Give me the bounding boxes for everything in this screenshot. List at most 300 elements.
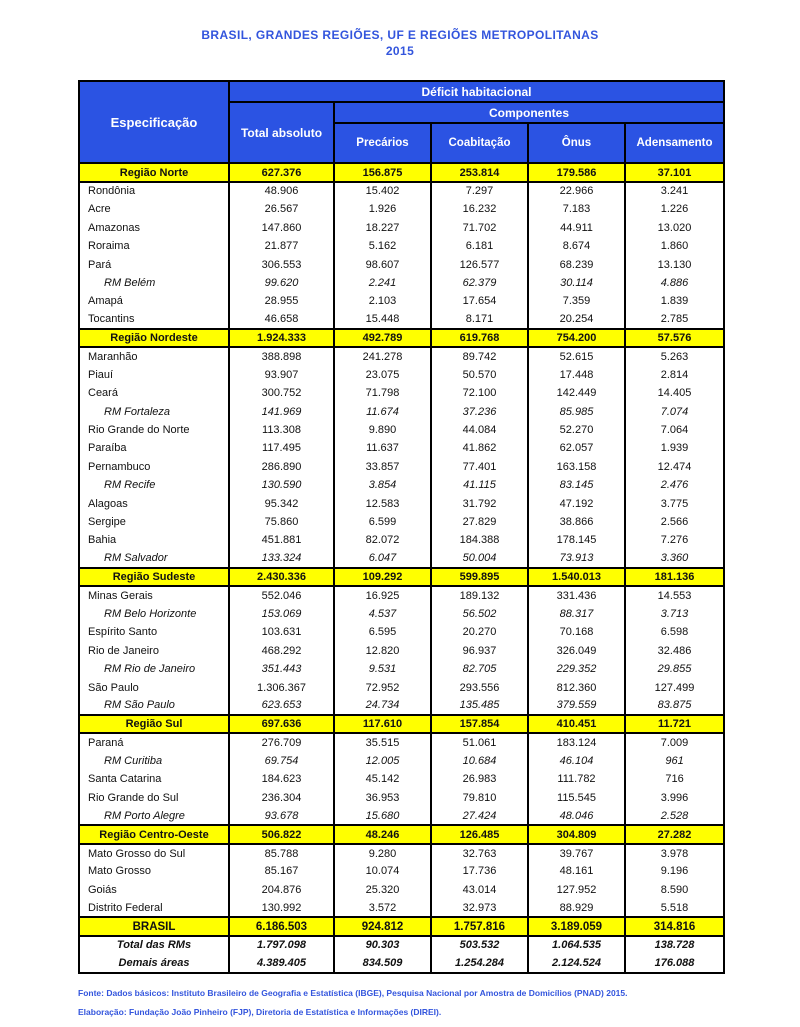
cell-value: 7.297 (431, 182, 528, 200)
table-row (79, 439, 724, 457)
cell-value: 8.674 (528, 237, 625, 255)
row-label: RM Porto Alegre (79, 807, 229, 825)
cell-value: 2.124.524 (528, 954, 625, 972)
row-label: Rondônia (79, 182, 229, 200)
cell-value: 627.376 (229, 163, 334, 181)
cell-value: 11.721 (625, 715, 724, 733)
table-row (79, 237, 724, 255)
cell-value: 552.046 (229, 586, 334, 604)
cell-value: 147.860 (229, 219, 334, 237)
cell-value: 5.518 (625, 899, 724, 917)
cell-value: 754.200 (528, 329, 625, 347)
column-header-coabitacao: Coabitação (431, 123, 528, 163)
cell-value: 17.736 (431, 862, 528, 880)
cell-value: 130.590 (229, 476, 334, 494)
table-row (79, 568, 724, 586)
cell-value: 29.855 (625, 660, 724, 678)
footer-fonte: Fonte: Dados básicos: Instituto Brasileiro de Geografia e Estatística (IBGE), Pesquisa Nacional por Amostra de Domicílios (PNAD) 2015. (78, 987, 628, 998)
row-label: Minas Gerais (79, 586, 229, 604)
table-row (79, 347, 724, 365)
deficit-table-wrapper (78, 80, 800, 973)
row-label: Região Norte (79, 163, 229, 181)
row-label: Paraná (79, 733, 229, 751)
cell-value: 1.797.098 (229, 936, 334, 954)
cell-value: 130.992 (229, 899, 334, 917)
cell-value: 52.270 (528, 421, 625, 439)
cell-value: 241.278 (334, 347, 431, 365)
cell-value: 3.189.059 (528, 917, 625, 935)
table-row (79, 311, 724, 329)
cell-value: 4.389.405 (229, 954, 334, 972)
cell-value: 14.405 (625, 384, 724, 402)
cell-value: 619.768 (431, 329, 528, 347)
cell-value: 48.161 (528, 862, 625, 880)
cell-value: 18.227 (334, 219, 431, 237)
cell-value: 14.553 (625, 586, 724, 604)
cell-value: 50.004 (431, 550, 528, 568)
table-row (79, 494, 724, 512)
cell-value: 46.104 (528, 752, 625, 770)
cell-value: 50.570 (431, 366, 528, 384)
cell-value: 31.792 (431, 494, 528, 512)
cell-value: 117.610 (334, 715, 431, 733)
cell-value: 69.754 (229, 752, 334, 770)
cell-value: 95.342 (229, 494, 334, 512)
cell-value: 157.854 (431, 715, 528, 733)
cell-value: 71.702 (431, 219, 528, 237)
cell-value: 48.246 (334, 825, 431, 843)
column-header-onus: Ônus (528, 123, 625, 163)
cell-value: 1.064.535 (528, 936, 625, 954)
cell-value: 3.978 (625, 844, 724, 862)
table-row (79, 697, 724, 715)
cell-value: 9.890 (334, 421, 431, 439)
table-row (79, 789, 724, 807)
column-header-componentes: Componentes (334, 102, 724, 123)
cell-value: 103.631 (229, 623, 334, 641)
row-label: Piauí (79, 366, 229, 384)
table-row (79, 844, 724, 862)
row-label: Total das RMs (79, 936, 229, 954)
cell-value: 56.502 (431, 605, 528, 623)
table-row (79, 623, 724, 641)
table-row (79, 255, 724, 273)
cell-value: 326.049 (528, 642, 625, 660)
cell-value: 6.181 (431, 237, 528, 255)
cell-value: 113.308 (229, 421, 334, 439)
table-row (79, 219, 724, 237)
cell-value: 111.782 (528, 770, 625, 788)
table-row (79, 715, 724, 733)
cell-value: 44.911 (528, 219, 625, 237)
table-row (79, 329, 724, 347)
cell-value: 109.292 (334, 568, 431, 586)
cell-value: 5.263 (625, 347, 724, 365)
cell-value: 506.822 (229, 825, 334, 843)
row-label: Roraima (79, 237, 229, 255)
cell-value: 1.226 (625, 200, 724, 218)
cell-value: 2.814 (625, 366, 724, 384)
cell-value: 183.124 (528, 733, 625, 751)
cell-value: 51.061 (431, 733, 528, 751)
table-row (79, 531, 724, 549)
cell-value: 39.767 (528, 844, 625, 862)
cell-value: 25.320 (334, 881, 431, 899)
cell-value: 33.857 (334, 458, 431, 476)
row-label: Bahia (79, 531, 229, 549)
cell-value: 68.239 (528, 255, 625, 273)
row-label: Região Nordeste (79, 329, 229, 347)
cell-value: 1.540.013 (528, 568, 625, 586)
row-label: Amazonas (79, 219, 229, 237)
row-label: Região Centro-Oeste (79, 825, 229, 843)
cell-value: 27.424 (431, 807, 528, 825)
cell-value: 204.876 (229, 881, 334, 899)
cell-value: 623.653 (229, 697, 334, 715)
column-header-deficit-habitacional: Déficit habitacional (229, 81, 724, 102)
cell-value: 142.449 (528, 384, 625, 402)
cell-value: 38.866 (528, 513, 625, 531)
cell-value: 13.020 (625, 219, 724, 237)
table-row (79, 366, 724, 384)
row-label: Sergipe (79, 513, 229, 531)
cell-value: 32.486 (625, 642, 724, 660)
table-row (79, 917, 724, 935)
cell-value: 3.996 (625, 789, 724, 807)
cell-value: 9.280 (334, 844, 431, 862)
cell-value: 176.088 (625, 954, 724, 972)
row-label: Goiás (79, 881, 229, 899)
table-footer (78, 988, 800, 1017)
cell-value: 16.232 (431, 200, 528, 218)
cell-value: 1.860 (625, 237, 724, 255)
cell-value: 697.636 (229, 715, 334, 733)
table-row (79, 402, 724, 420)
cell-value: 85.167 (229, 862, 334, 880)
cell-value: 1.939 (625, 439, 724, 457)
cell-value: 22.966 (528, 182, 625, 200)
cell-value: 11.637 (334, 439, 431, 457)
row-label: Espírito Santo (79, 623, 229, 641)
table-row (79, 163, 724, 181)
cell-value: 9.531 (334, 660, 431, 678)
cell-value: 20.270 (431, 623, 528, 641)
cell-value: 73.913 (528, 550, 625, 568)
cell-value: 3.713 (625, 605, 724, 623)
cell-value: 4.886 (625, 274, 724, 292)
cell-value: 117.495 (229, 439, 334, 457)
cell-value: 253.814 (431, 163, 528, 181)
cell-value: 163.158 (528, 458, 625, 476)
cell-value: 1.839 (625, 292, 724, 310)
row-label: Região Sudeste (79, 568, 229, 586)
row-label: Rio Grande do Sul (79, 789, 229, 807)
row-label: Amapá (79, 292, 229, 310)
table-row (79, 274, 724, 292)
cell-value: 47.192 (528, 494, 625, 512)
table-row (79, 660, 724, 678)
cell-value: 716 (625, 770, 724, 788)
row-label: Pará (79, 255, 229, 273)
cell-value: 1.306.367 (229, 678, 334, 696)
cell-value: 6.599 (334, 513, 431, 531)
table-row (79, 476, 724, 494)
cell-value: 52.615 (528, 347, 625, 365)
cell-value: 126.577 (431, 255, 528, 273)
cell-value: 300.752 (229, 384, 334, 402)
cell-value: 1.924.333 (229, 329, 334, 347)
cell-value: 286.890 (229, 458, 334, 476)
cell-value: 492.789 (334, 329, 431, 347)
cell-value: 3.241 (625, 182, 724, 200)
page-title (0, 0, 800, 59)
cell-value: 3.775 (625, 494, 724, 512)
cell-value: 12.005 (334, 752, 431, 770)
cell-value: 75.860 (229, 513, 334, 531)
cell-value: 10.074 (334, 862, 431, 880)
cell-value: 834.509 (334, 954, 431, 972)
cell-value: 189.132 (431, 586, 528, 604)
cell-value: 2.476 (625, 476, 724, 494)
column-header-total-absoluto: Total absoluto (229, 102, 334, 163)
row-label: RM Belém (79, 274, 229, 292)
cell-value: 37.236 (431, 402, 528, 420)
cell-value: 77.401 (431, 458, 528, 476)
row-label: Paraíba (79, 439, 229, 457)
cell-value: 181.136 (625, 568, 724, 586)
row-label: Ceará (79, 384, 229, 402)
cell-value: 7.009 (625, 733, 724, 751)
cell-value: 1.926 (334, 200, 431, 218)
cell-value: 138.728 (625, 936, 724, 954)
table-row (79, 586, 724, 604)
cell-value: 48.046 (528, 807, 625, 825)
footer-elaboracao: Elaboração: Fundação João Pinheiro (FJP), Diretoria de Estatística e Informações (DIREI). (78, 1006, 442, 1017)
cell-value: 37.101 (625, 163, 724, 181)
cell-value: 21.877 (229, 237, 334, 255)
cell-value: 127.499 (625, 678, 724, 696)
row-label: BRASIL (79, 917, 229, 935)
table-row (79, 421, 724, 439)
title-line2: 2015 (385, 44, 415, 59)
row-label: Maranhão (79, 347, 229, 365)
cell-value: 79.810 (431, 789, 528, 807)
cell-value: 72.100 (431, 384, 528, 402)
cell-value: 30.114 (528, 274, 625, 292)
table-row (79, 899, 724, 917)
cell-value: 32.973 (431, 899, 528, 917)
cell-value: 331.436 (528, 586, 625, 604)
cell-value: 71.798 (334, 384, 431, 402)
cell-value: 3.572 (334, 899, 431, 917)
table-row (79, 200, 724, 218)
cell-value: 8.171 (431, 311, 528, 329)
cell-value: 1.757.816 (431, 917, 528, 935)
cell-value: 2.785 (625, 311, 724, 329)
cell-value: 468.292 (229, 642, 334, 660)
cell-value: 11.674 (334, 402, 431, 420)
cell-value: 41.115 (431, 476, 528, 494)
cell-value: 127.952 (528, 881, 625, 899)
row-label: RM Belo Horizonte (79, 605, 229, 623)
table-row (79, 513, 724, 531)
cell-value: 88.317 (528, 605, 625, 623)
cell-value: 85.985 (528, 402, 625, 420)
cell-value: 276.709 (229, 733, 334, 751)
cell-value: 44.084 (431, 421, 528, 439)
cell-value: 89.742 (431, 347, 528, 365)
cell-value: 17.654 (431, 292, 528, 310)
cell-value: 28.955 (229, 292, 334, 310)
row-label: Mato Grosso (79, 862, 229, 880)
table-row (79, 605, 724, 623)
cell-value: 379.559 (528, 697, 625, 715)
table-row (79, 954, 724, 972)
row-label: São Paulo (79, 678, 229, 696)
cell-value: 12.583 (334, 494, 431, 512)
row-label: Alagoas (79, 494, 229, 512)
cell-value: 83.875 (625, 697, 724, 715)
cell-value: 2.430.336 (229, 568, 334, 586)
title-line1: BRASIL, GRANDES REGIÕES, UF E REGIÕES METROPOLITANAS (201, 28, 599, 42)
cell-value: 2.528 (625, 807, 724, 825)
table-header (79, 81, 724, 163)
cell-value: 184.388 (431, 531, 528, 549)
cell-value: 15.402 (334, 182, 431, 200)
row-label: RM Salvador (79, 550, 229, 568)
table-row (79, 642, 724, 660)
cell-value: 88.929 (528, 899, 625, 917)
cell-value: 93.678 (229, 807, 334, 825)
cell-value: 26.983 (431, 770, 528, 788)
cell-value: 2.103 (334, 292, 431, 310)
row-label: Acre (79, 200, 229, 218)
cell-value: 98.607 (334, 255, 431, 273)
row-label: RM Fortaleza (79, 402, 229, 420)
row-label: Região Sul (79, 715, 229, 733)
cell-value: 961 (625, 752, 724, 770)
cell-value: 96.937 (431, 642, 528, 660)
cell-value: 6.047 (334, 550, 431, 568)
cell-value: 32.763 (431, 844, 528, 862)
cell-value: 57.576 (625, 329, 724, 347)
table-row (79, 384, 724, 402)
cell-value: 179.586 (528, 163, 625, 181)
cell-value: 45.142 (334, 770, 431, 788)
table-row (79, 292, 724, 310)
cell-value: 41.862 (431, 439, 528, 457)
cell-value: 229.352 (528, 660, 625, 678)
cell-value: 83.145 (528, 476, 625, 494)
cell-value: 62.057 (528, 439, 625, 457)
cell-value: 27.829 (431, 513, 528, 531)
cell-value: 85.788 (229, 844, 334, 862)
table-row (79, 678, 724, 696)
cell-value: 304.809 (528, 825, 625, 843)
row-label: RM Recife (79, 476, 229, 494)
row-label: Distrito Federal (79, 899, 229, 917)
cell-value: 451.881 (229, 531, 334, 549)
cell-value: 20.254 (528, 311, 625, 329)
row-label: Santa Catarina (79, 770, 229, 788)
cell-value: 184.623 (229, 770, 334, 788)
cell-value: 7.064 (625, 421, 724, 439)
table-row (79, 733, 724, 751)
cell-value: 82.072 (334, 531, 431, 549)
cell-value: 306.553 (229, 255, 334, 273)
cell-value: 153.069 (229, 605, 334, 623)
cell-value: 141.969 (229, 402, 334, 420)
table-body (79, 163, 724, 972)
cell-value: 7.183 (528, 200, 625, 218)
cell-value: 93.907 (229, 366, 334, 384)
cell-value: 7.074 (625, 402, 724, 420)
table-row (79, 807, 724, 825)
cell-value: 15.680 (334, 807, 431, 825)
cell-value: 293.556 (431, 678, 528, 696)
cell-value: 15.448 (334, 311, 431, 329)
column-header-adensamento: Adensamento (625, 123, 724, 163)
table-row (79, 881, 724, 899)
row-label: Demais áreas (79, 954, 229, 972)
table-row (79, 182, 724, 200)
cell-value: 2.241 (334, 274, 431, 292)
table-row (79, 752, 724, 770)
cell-value: 115.545 (528, 789, 625, 807)
row-label: RM São Paulo (79, 697, 229, 715)
cell-value: 12.474 (625, 458, 724, 476)
cell-value: 4.537 (334, 605, 431, 623)
cell-value: 236.304 (229, 789, 334, 807)
cell-value: 82.705 (431, 660, 528, 678)
cell-value: 924.812 (334, 917, 431, 935)
cell-value: 27.282 (625, 825, 724, 843)
cell-value: 135.485 (431, 697, 528, 715)
cell-value: 503.532 (431, 936, 528, 954)
cell-value: 5.162 (334, 237, 431, 255)
cell-value: 6.595 (334, 623, 431, 641)
cell-value: 410.451 (528, 715, 625, 733)
table-row (79, 936, 724, 954)
cell-value: 46.658 (229, 311, 334, 329)
cell-value: 1.254.284 (431, 954, 528, 972)
cell-value: 16.925 (334, 586, 431, 604)
cell-value: 178.145 (528, 531, 625, 549)
cell-value: 99.620 (229, 274, 334, 292)
row-label: Tocantins (79, 311, 229, 329)
row-label: Rio Grande do Norte (79, 421, 229, 439)
row-label: Pernambuco (79, 458, 229, 476)
cell-value: 388.898 (229, 347, 334, 365)
cell-value: 70.168 (528, 623, 625, 641)
cell-value: 7.359 (528, 292, 625, 310)
table-row (79, 862, 724, 880)
cell-value: 314.816 (625, 917, 724, 935)
cell-value: 156.875 (334, 163, 431, 181)
cell-value: 3.854 (334, 476, 431, 494)
cell-value: 17.448 (528, 366, 625, 384)
cell-value: 9.196 (625, 862, 724, 880)
cell-value: 62.379 (431, 274, 528, 292)
cell-value: 24.734 (334, 697, 431, 715)
cell-value: 3.360 (625, 550, 724, 568)
cell-value: 6.186.503 (229, 917, 334, 935)
cell-value: 43.014 (431, 881, 528, 899)
table-row (79, 458, 724, 476)
cell-value: 7.276 (625, 531, 724, 549)
column-header-precarios: Precários (334, 123, 431, 163)
column-header-especificacao: Especificação (79, 81, 229, 163)
